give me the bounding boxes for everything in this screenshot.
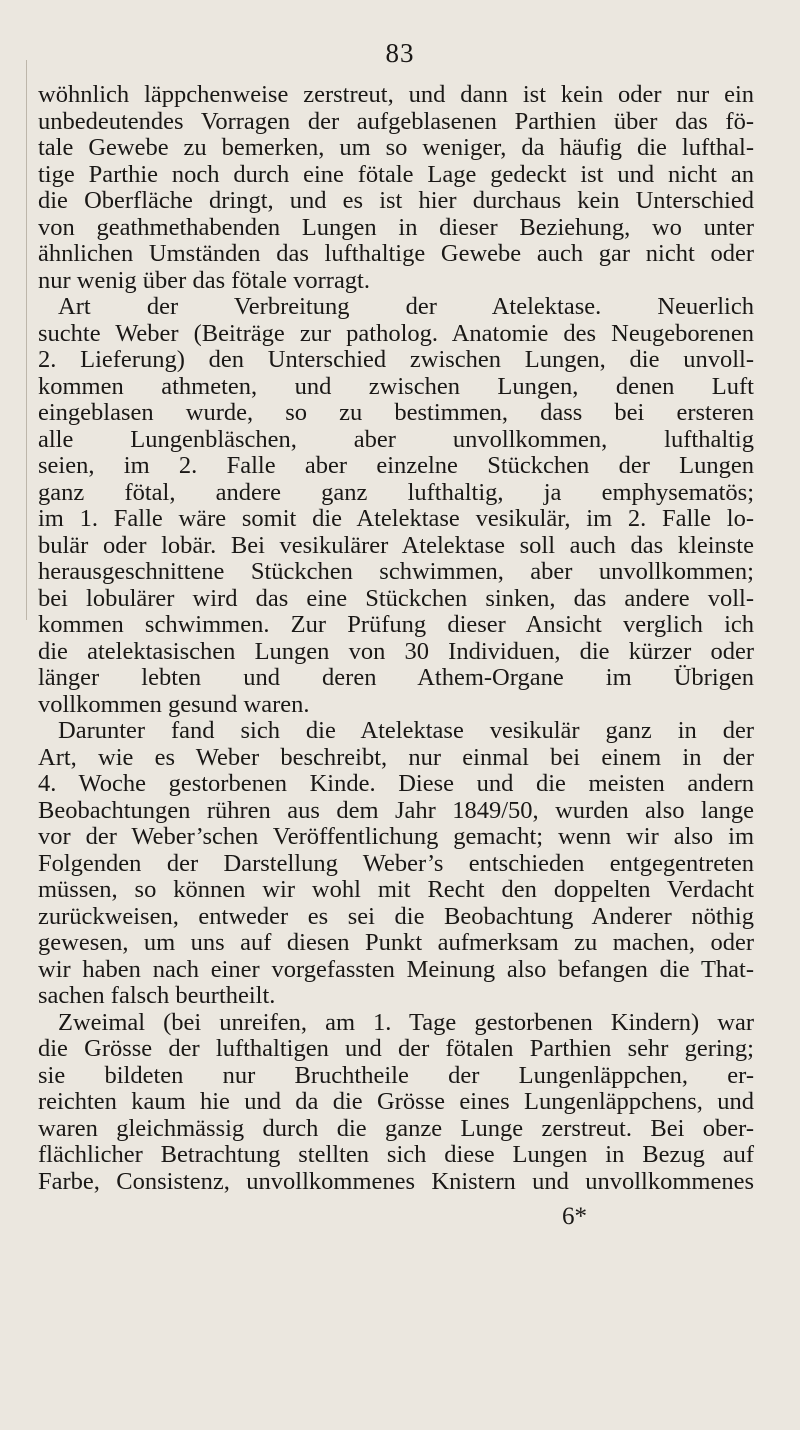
text-line: Art, wie es Weber beschreibt, nur einmal bei einem in der [38, 743, 754, 771]
signature-mark: 6* [562, 1203, 587, 1230]
text-line: kommen athmeten, und zwischen Lungen, denen Luft [38, 372, 754, 400]
text-line: vor der Weber’schen Veröffentlichung gemacht; wenn wir also im [38, 823, 754, 850]
paragraph-start-line: Darunter fand sich die Atelektase vesikulär ganz in der [58, 717, 754, 744]
text-line: kommen schwimmen. Zur Prüfung dieser Ansicht verglich ich [38, 611, 754, 638]
text-line: von geathmethabenden Lungen in dieser Beziehung, wo unter [38, 213, 754, 241]
text-line: im 1. Falle wäre somit die Atelektase vesikulär, im 2. Falle lo- [38, 505, 754, 532]
text-line: Farbe, Consistenz, unvollkommenes Knistern und unvollkommenes [38, 1167, 754, 1195]
text-line: gewesen, um uns auf diesen Punkt aufmerksam zu machen, oder [38, 929, 754, 956]
text-line: sachen falsch beurtheilt. [38, 982, 276, 1009]
text-line: reichten kaum hie und da die Grösse eines Lungenläppchens, und [38, 1088, 754, 1115]
text-line: müssen, so können wir wohl mit Recht den doppelten Verdacht [38, 876, 754, 903]
text-line: länger lebten und deren Athem-Organe im Übrigen [38, 664, 754, 691]
text-line: 2. Lieferung) den Unterschied zwischen Lungen, die unvoll- [38, 346, 754, 373]
page-number: 83 [385, 38, 415, 68]
text-line: wir haben nach einer vorgefassten Meinung also befangen die That- [38, 955, 754, 983]
text-line: nur wenig über das fötale vorragt. [38, 266, 370, 294]
text-line: ähnlichen Umständen das lufthaltige Gewebe auch gar nicht oder [38, 240, 754, 267]
text-line: bulär oder lobär. Bei vesikulärer Atelektase soll auch das kleinste [38, 531, 754, 559]
text-line: die Grösse der lufthaltigen und der fötalen Parthien sehr gering; [38, 1035, 754, 1062]
text-line: flächlicher Betrachtung stellten sich diese Lungen in Bezug auf [38, 1141, 754, 1168]
text-line: seien, im 2. Falle aber einzelne Stückchen der Lungen [38, 452, 754, 479]
text-line: Beobachtungen rühren aus dem Jahr 1849/50, wurden also lange [38, 796, 754, 824]
text-line: unbedeutendes Vorragen der aufgeblasenen Parthien über das fö- [38, 107, 754, 135]
text-line: alle Lungenbläschen, aber unvollkommen, lufthaltig [38, 425, 754, 453]
text-line: tige Parthie noch durch eine fötale Lage gedeckt ist und nicht an [38, 160, 754, 188]
text-line: waren gleichmässig durch die ganze Lunge zerstreut. Bei ober- [38, 1114, 754, 1142]
text-line: wöhnlich läppchenweise zerstreut, und dann ist kein oder nur ein [38, 81, 754, 108]
text-line: zurückweisen, entweder es sei die Beobachtung Anderer nöthig [38, 902, 754, 930]
text-line: 4. Woche gestorbenen Kinde. Diese und die meisten andern [38, 770, 754, 797]
paragraph-start-line: Zweimal (bei unreifen, am 1. Tage gestorbenen Kindern) war [58, 1008, 754, 1036]
text-line: die Oberfläche dringt, und es ist hier durchaus kein Unterschied [38, 187, 754, 214]
text-line: tale Gewebe zu bemerken, um so weniger, da häufig die lufthal- [38, 134, 754, 161]
text-line: suchte Weber (Beiträge zur patholog. Anatomie des Neugeborenen [38, 319, 754, 347]
text-line: vollkommen gesund waren. [38, 690, 310, 718]
text-line: herausgeschnittene Stückchen schwimmen, aber unvollkommen; [38, 558, 754, 585]
text-line: eingeblasen wurde, so zu bestimmen, dass bei ersteren [38, 399, 754, 426]
text-line: bei lobulärer wird das eine Stückchen sinken, das andere voll- [38, 584, 754, 612]
text-line: die atelektasischen Lungen von 30 Individuen, die kürzer oder [38, 637, 754, 665]
section-heading-line: Art der Verbreitung der Atelektase. Neuerlich [58, 293, 754, 320]
text-line: sie bildeten nur Bruchtheile der Lungenläppchen, er- [38, 1061, 754, 1089]
text-line: ganz fötal, andere ganz lufthaltig, ja emphysematös; [38, 478, 754, 506]
text-line: Folgenden der Darstellung Weber’s entschieden entgegentreten [38, 849, 754, 877]
margin-shadow [26, 60, 27, 620]
